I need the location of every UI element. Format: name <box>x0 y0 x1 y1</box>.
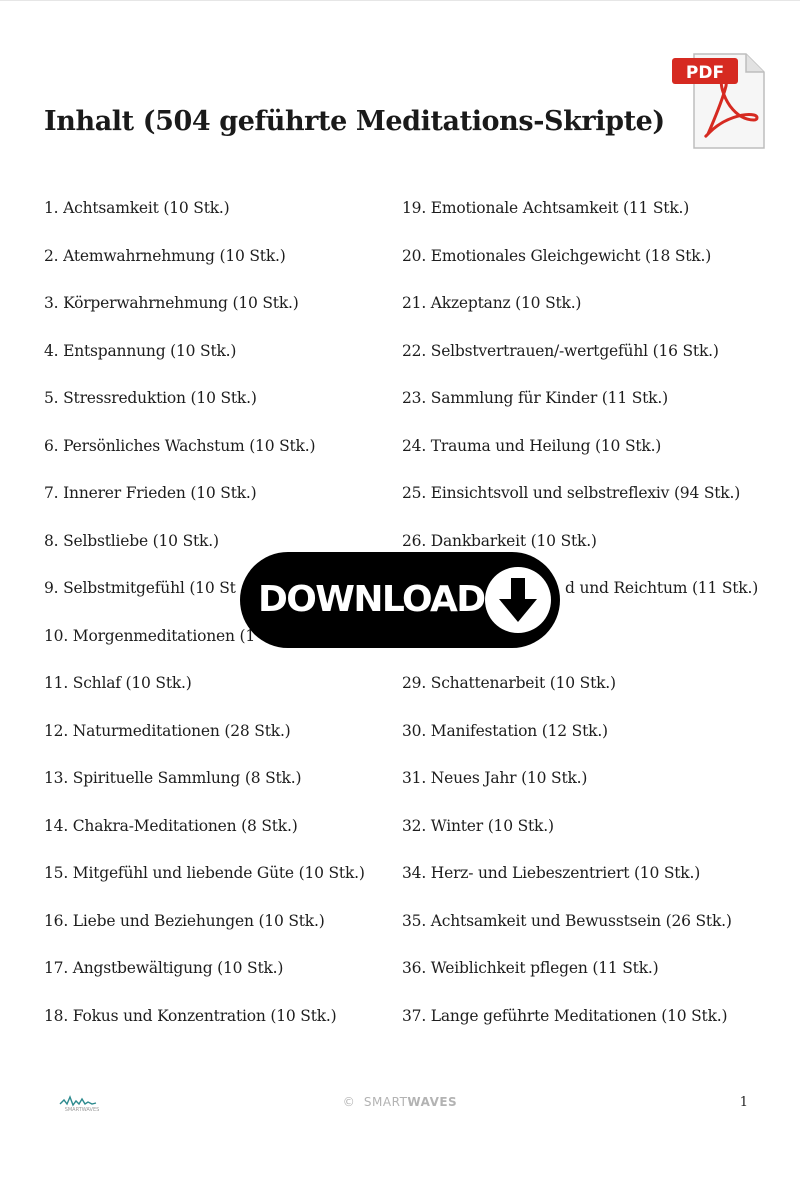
toc-item: 21. Akzeptanz (10 Stk.) <box>402 294 582 312</box>
copyright-symbol: © <box>342 1095 356 1109</box>
toc-item: 11. Schlaf (10 Stk.) <box>44 674 192 692</box>
toc-item: 12. Naturmeditationen (28 Stk.) <box>44 721 291 740</box>
toc-item: 19. Emotionale Achtsamkeit (11 Stk.) <box>402 199 690 217</box>
toc-item: 31. Neues Jahr (10 Stk.) <box>402 769 588 787</box>
download-arrow-icon <box>484 566 552 634</box>
toc-item: 2. Atemwahrnehmung (10 Stk.) <box>44 246 286 265</box>
pdf-file-icon <box>670 50 768 152</box>
toc-item: 13. Spirituelle Sammlung (8 Stk.) <box>44 769 302 787</box>
toc-item: 6. Persönliches Wachstum (10 Stk.) <box>44 436 316 455</box>
toc-item: 32. Winter (10 Stk.) <box>402 816 554 835</box>
page-title: Inhalt (504 geführte Meditations-Skripte) <box>44 106 665 137</box>
page-number: 1 <box>739 1095 748 1110</box>
toc-item: 30. Manifestation (12 Stk.) <box>402 721 608 740</box>
toc-item: 18. Fokus und Konzentration (10 Stk.) <box>44 1006 337 1025</box>
toc-item: 7. Innerer Frieden (10 Stk.) <box>44 484 257 502</box>
download-label: DOWNLOAD <box>258 579 485 620</box>
toc-item: 3. Körperwahrnehmung (10 Stk.) <box>44 294 299 312</box>
toc-item: 10. Morgenmeditationen (1 <box>44 626 255 645</box>
pdf-badge-text: PDF <box>685 63 725 83</box>
toc-item: 22. Selbstvertrauen/-wertgefühl (16 Stk.) <box>402 341 719 360</box>
toc-item: 16. Liebe und Beziehungen (10 Stk.) <box>44 911 325 930</box>
toc-item: 4. Entspannung (10 Stk.) <box>44 341 237 360</box>
toc-item: 36. Weiblichkeit pflegen (11 Stk.) <box>402 959 659 977</box>
toc-item: 34. Herz- und Liebeszentriert (10 Stk.) <box>402 864 701 882</box>
toc-item: 26. Dankbarkeit (10 Stk.) <box>402 531 597 550</box>
toc-item: 35. Achtsamkeit und Bewusstsein (26 Stk.) <box>402 911 732 930</box>
footer-copyright <box>0 1095 800 1109</box>
top-border <box>0 0 800 1</box>
toc-item: 20. Emotionales Gleichgewicht (18 Stk.) <box>402 246 712 265</box>
toc-item: 5. Stressreduktion (10 Stk.) <box>44 389 257 407</box>
toc-item: 29. Schattenarbeit (10 Stk.) <box>402 674 616 692</box>
toc-item: 14. Chakra-Meditationen (8 Stk.) <box>44 816 298 835</box>
toc-item: d und Reichtum (11 Stk.) <box>565 579 759 597</box>
toc-item: 15. Mitgefühl und liebende Güte (10 Stk.) <box>44 864 365 882</box>
toc-item: 8. Selbstliebe (10 Stk.) <box>44 531 219 550</box>
toc-item: 37. Lange geführte Meditationen (10 Stk.) <box>402 1006 728 1025</box>
toc-item: 23. Sammlung für Kinder (11 Stk.) <box>402 389 668 407</box>
toc-item: 25. Einsichtsvoll und selbstreflexiv (94 Stk.) <box>402 484 741 502</box>
brand-name-bold: WAVES <box>407 1095 458 1109</box>
toc-item: 1. Achtsamkeit (10 Stk.) <box>44 199 230 217</box>
toc-item: 9. Selbstmitgefühl (10 St <box>44 579 236 597</box>
download-button[interactable] <box>240 552 560 648</box>
toc-item: 24. Trauma und Heilung (10 Stk.) <box>402 436 662 455</box>
logo-text: SMARTWAVES <box>64 1107 100 1113</box>
brand-name-light: SMART <box>363 1095 408 1109</box>
toc-item: 17. Angstbewältigung (10 Stk.) <box>44 959 284 977</box>
